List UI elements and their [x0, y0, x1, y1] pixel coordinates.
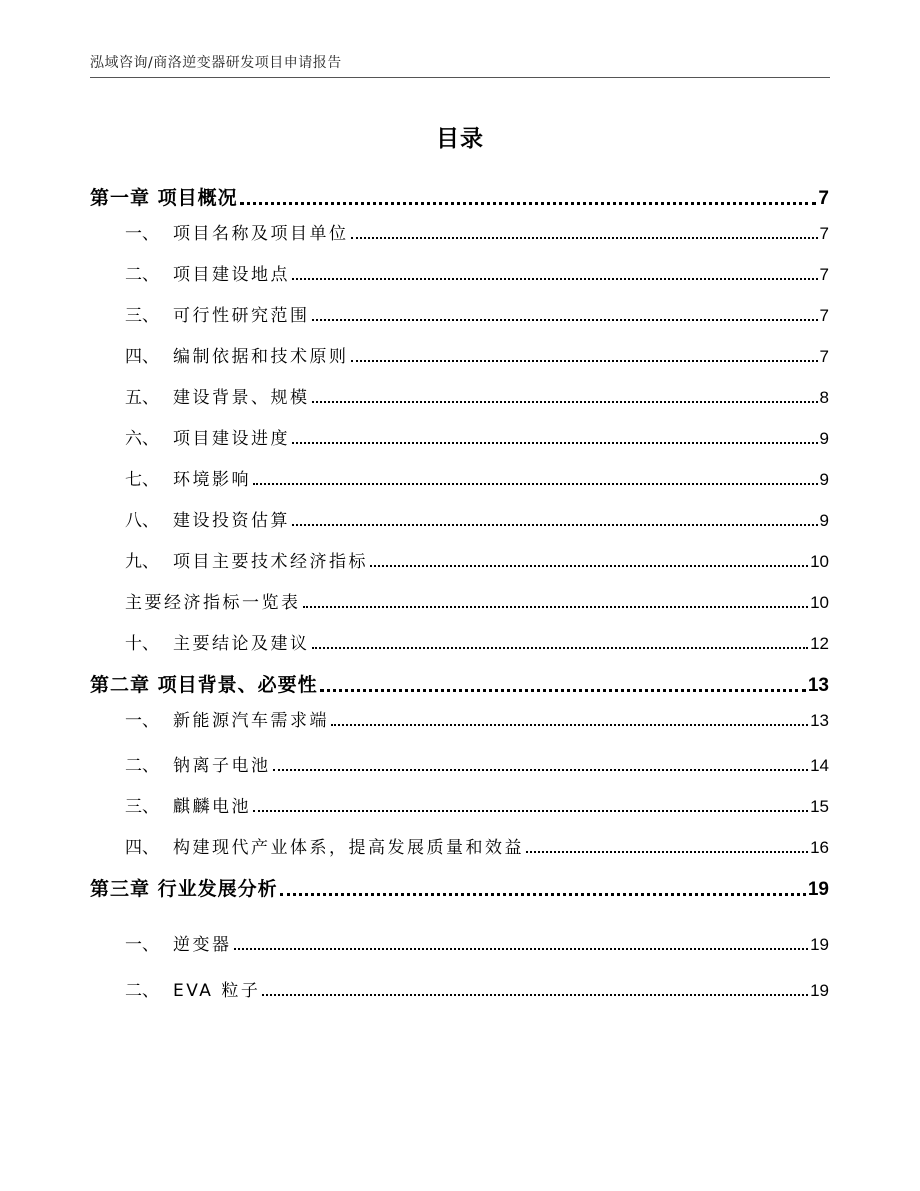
toc-entry-label: 项目建设地点 — [173, 265, 290, 285]
toc-dot-leader — [351, 237, 818, 239]
toc-page-number: 7 — [819, 265, 829, 284]
toc-page-number: 10 — [810, 552, 829, 571]
toc-section-entry[interactable] — [90, 547, 829, 572]
toc-page-number: 7 — [819, 224, 829, 243]
toc-page-number: 16 — [810, 838, 829, 857]
toc-section-entry[interactable] — [90, 219, 829, 244]
toc-dot-leader — [292, 524, 818, 526]
toc-entry-label: 建设投资估算 — [173, 511, 290, 531]
toc-section-entry[interactable] — [90, 930, 829, 955]
toc-entry-label: 构建现代产业体系，提高发展质量和效益 — [173, 838, 524, 858]
toc-entry-number: 四、 — [125, 838, 159, 858]
toc-entry-label: 主要经济指标一览表 — [125, 593, 301, 613]
toc-entry-label: EVA 粒子 — [173, 981, 261, 1001]
toc-entry-label: 可行性研究范围 — [173, 306, 310, 326]
toc-chapter-entry[interactable] — [90, 670, 829, 697]
toc-entry-label: 项目主要技术经济指标 — [173, 552, 368, 572]
toc-entry-number: 一、 — [125, 224, 159, 244]
toc-entry-number: 二、 — [125, 981, 159, 1001]
toc-dot-leader — [292, 442, 818, 444]
toc-section-entry[interactable] — [90, 792, 829, 817]
toc-page-number: 13 — [807, 675, 829, 696]
toc-section-entry[interactable] — [90, 301, 829, 326]
toc-entry-number: 三、 — [125, 306, 159, 326]
page-title: 目录 — [436, 126, 484, 152]
toc-entry-label: 项目名称及项目单位 — [173, 224, 349, 244]
toc-chapter-entry[interactable] — [90, 874, 829, 901]
toc-page-number: 10 — [810, 593, 829, 612]
toc-dot-leader — [273, 769, 809, 771]
toc-entry-label: 逆变器 — [173, 935, 232, 955]
toc-entry-label: 新能源汽车需求端 — [173, 711, 329, 731]
toc-page-number: 7 — [819, 306, 829, 325]
toc-entry-label: 麒麟电池 — [173, 797, 251, 817]
toc-entry-number: 八、 — [125, 511, 159, 531]
toc-section-entry[interactable] — [90, 424, 829, 449]
toc-entry-number: 五、 — [125, 388, 159, 408]
toc-dot-leader — [253, 483, 818, 485]
toc-entry-number: 二、 — [125, 756, 159, 776]
toc-section-entry[interactable] — [90, 706, 829, 731]
toc-section-entry[interactable] — [90, 465, 829, 490]
toc-section-entry[interactable] — [90, 751, 829, 776]
toc-dot-leader — [280, 893, 806, 896]
toc-section-entry[interactable] — [90, 506, 829, 531]
toc-page-number: 9 — [819, 470, 829, 489]
toc-section-entry[interactable] — [90, 976, 829, 1001]
toc-page-number: 19 — [810, 981, 829, 1000]
toc-section-entry[interactable] — [90, 260, 829, 285]
toc-section-entry[interactable] — [90, 833, 829, 858]
toc-entry-number: 二、 — [125, 265, 159, 285]
toc-dot-leader — [312, 647, 809, 649]
toc-dot-leader — [253, 810, 808, 812]
toc-page-number: 13 — [810, 711, 829, 730]
toc-chapter-entry[interactable] — [90, 183, 829, 210]
toc-entry-number: 四、 — [125, 347, 159, 367]
toc-entry-label: 主要结论及建议 — [173, 634, 310, 654]
table-of-contents — [90, 0, 829, 1191]
toc-entry-number: 十、 — [125, 634, 159, 654]
toc-page-number: 12 — [810, 634, 829, 653]
toc-entry-number: 六、 — [125, 429, 159, 449]
toc-page-number: 9 — [819, 511, 829, 530]
toc-dot-leader — [331, 724, 808, 726]
toc-entry-number: 九、 — [125, 552, 159, 572]
toc-entry-label: 第一章 项目概况 — [90, 187, 238, 209]
toc-dot-leader — [370, 565, 808, 567]
toc-page-number: 14 — [810, 756, 829, 775]
toc-page-number: 8 — [819, 388, 829, 407]
toc-entry-label: 钠离子电池 — [173, 756, 271, 776]
toc-dot-leader — [351, 360, 818, 362]
toc-entry-number: 一、 — [125, 711, 159, 731]
toc-section-entry[interactable] — [90, 588, 829, 613]
toc-page-number: 15 — [810, 797, 829, 816]
running-header: 泓域咨询/商洛逆变器研发项目申请报告 — [90, 55, 342, 71]
toc-entry-number: 一、 — [125, 935, 159, 955]
toc-entry-label: 第三章 行业发展分析 — [90, 878, 278, 900]
toc-page-number: 7 — [819, 347, 829, 366]
toc-entry-number: 三、 — [125, 797, 159, 817]
toc-entry-label: 项目建设进度 — [173, 429, 290, 449]
toc-dot-leader — [312, 401, 818, 403]
toc-dot-leader — [292, 278, 818, 280]
toc-dot-leader — [240, 202, 817, 205]
toc-entry-label: 建设背景、规模 — [173, 388, 310, 408]
toc-page-number: 9 — [819, 429, 829, 448]
toc-page-number: 7 — [818, 188, 829, 209]
toc-section-entry[interactable] — [90, 342, 829, 367]
toc-entry-label: 环境影响 — [173, 470, 251, 490]
toc-entry-label: 编制依据和技术原则 — [173, 347, 349, 367]
toc-dot-leader — [526, 851, 808, 853]
toc-dot-leader — [312, 319, 818, 321]
toc-dot-leader — [320, 689, 806, 692]
toc-page-number: 19 — [807, 879, 829, 900]
toc-section-entry[interactable] — [90, 629, 829, 654]
toc-page-number: 19 — [810, 935, 829, 954]
toc-entry-number: 七、 — [125, 470, 159, 490]
toc-entry-label: 第二章 项目背景、必要性 — [90, 674, 318, 696]
toc-dot-leader — [303, 606, 809, 608]
toc-section-entry[interactable] — [90, 383, 829, 408]
toc-dot-leader — [234, 948, 809, 950]
toc-dot-leader — [262, 994, 808, 996]
